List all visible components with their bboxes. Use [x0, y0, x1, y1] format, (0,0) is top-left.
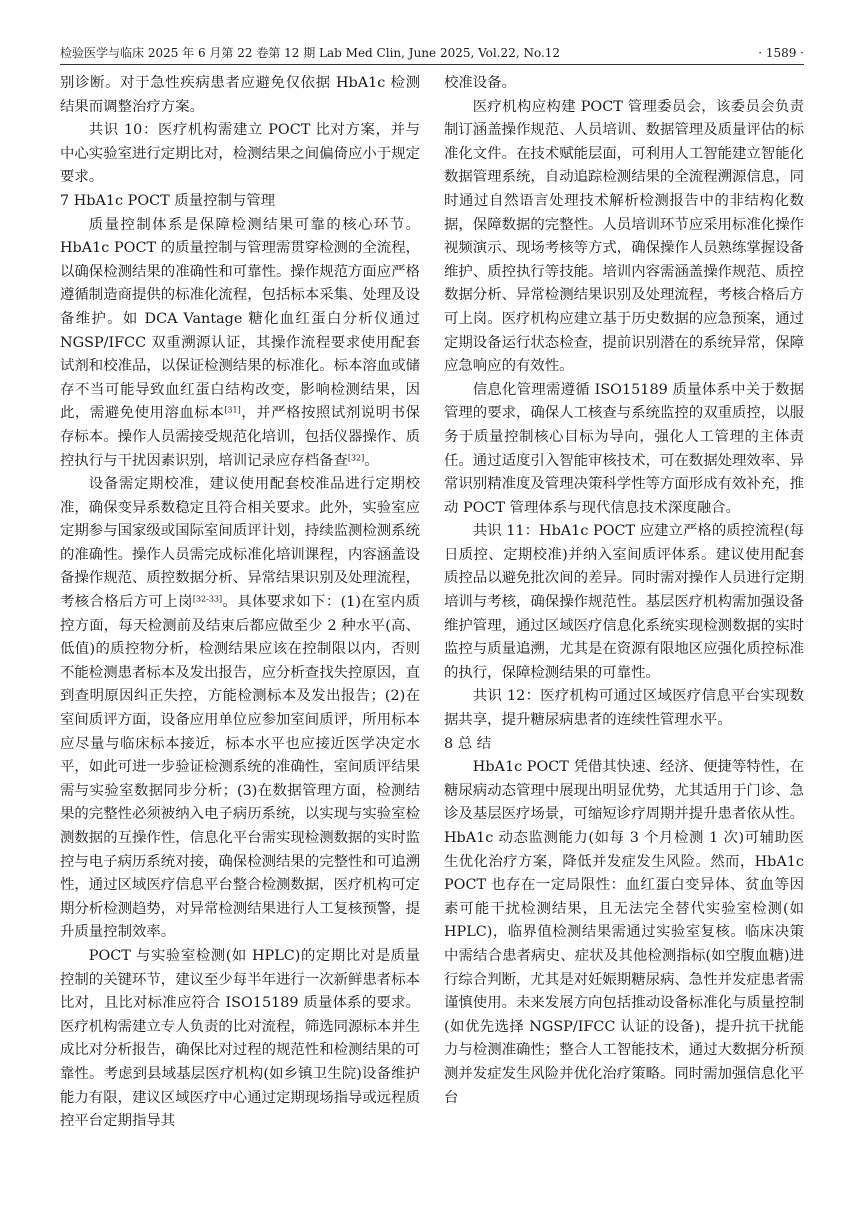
- consensus-10: 共识 10：医疗机构需建立 POCT 比对方案，并与中心实验室进行定期比对，检测结果之间偏倚应小于规定要求。: [60, 122, 420, 186]
- paragraph: HbA1c POCT 凭借其快速、经济、便捷等特性，在糖尿病动态管理中展现出明显优势，尤其适用于门诊、急诊及基层医疗场景，可缩短诊疗周期并提升患者依从性。HbA1c 动态监测能力(如每 3 个月检测 1 次)可辅助医生优化治疗方案，降低并发症发生风险。然而，HbA1c POCT 也存在一定局限性：血红蛋白变异体、贫血等因素可能干扰检测结果，且无法完全替代实验室检测(如 HPLC)，临界值检测结果需通过实验室复核。临床决策中需结合患者病史、症状及其他检测指标(如空腹血糖)进行综合判断，尤其是对妊娠期糖尿病、急性并发症患者需谨慎使用。未来发展方向包括推动设备标准化与质量控制(如优先选择 NGSP/IFCC 认证的设备)，提升抗干扰能力与检测准确性；整合人工智能技术，通过大数据分析预测并发症发生风险并优化治疗策略。同时需加强信息化平台: [444, 759, 804, 1106]
- header-rule: [60, 64, 804, 65]
- citation-ref: [31]: [224, 405, 241, 415]
- citation-ref: [32]: [347, 453, 365, 463]
- paragraph: 校准设备。: [444, 75, 516, 91]
- paragraph: [60, 473, 420, 945]
- paragraph: [60, 214, 420, 474]
- consensus-12: 共识 12：医疗机构可通过区域医疗信息平台实现数据共享，提升糖尿病患者的连续性管理水平。: [444, 688, 804, 729]
- citation-ref: [32-33]: [192, 594, 223, 604]
- running-header: [60, 44, 804, 62]
- paragraph: 别诊断。对于急性疾病患者应避免仅依据 HbA1c 检测结果而调整治疗方案。: [60, 75, 420, 115]
- left-column: [60, 72, 420, 1192]
- journal-citation: 检验医学与临床 2025 年 6 月第 22 卷第 12 期 Lab Med Clin, June 2025, Vol.22, No.12: [60, 46, 561, 60]
- text-run: 。: [364, 452, 379, 469]
- paragraph: 医疗机构应构建 POCT 管理委员会，该委员会负责制订涵盖操作规范、人员培训、数据管理及质量评估的标准化文件。在技术赋能层面，可利用人工智能建立智能化数据管理系统，自动追踪检测结果的全流程溯源信息，同时通过自然语言处理技术解析检测报告中的非结构化数据，保障数据的完整性。人员培训环节应采用标准化操作视频演示、现场考核等方式，确保操作人员熟练掌握设备维护、质控执行等技能。培训内容需涵盖操作规范、质控数据分析、异常检测结果识别及处理流程，考核合格后方可上岗。医疗机构应建立基于历史数据的应急预案，通过定期设备运行状态检查，提前识别潜在的系统异常，保障应急响应的有效性。: [444, 98, 804, 375]
- text-run: 设备需定期校准，建议使用配套校准品进行定期校准，确保变异系数稳定且符合相关要求。此外，实验室应定期参与国家级或国际室间质评计划，持续监测检测系统的准确性。操作人员需完成标准化培训课程，内容涵盖设备操作规范、质控数据分析、异常结果识别及处理流程，考核合格后方可上岗: [60, 476, 420, 611]
- paragraph: 信息化管理需遵循 ISO15189 质量体系中关于数据管理的要求，确保人工核查与系统监控的双重质控，以服务于质量控制核心目标为导向，强化人工管理的主体责任。通过适度引入智能审核技术，可在数据处理效率、异常识别精准度及管理决策科学性等方面形成有效补充，推动 POCT 管理体系与现代信息技术深度融合。: [444, 381, 804, 516]
- right-column: [444, 72, 804, 1192]
- text-run: 质量控制体系是保障检测结果可靠的核心环节。HbA1c POCT 的质量控制与管理需贯穿检测的全流程，以确保检测结果的准确性和可靠性。操作规范方面应严格遵循制造商提供的标准化流程，包括标本采集、处理及设备维护。如 DCA Vantage 糖化血红蛋白分析仪通过 NGSP/IFCC 双重溯源认证，其操作流程要求使用配套试剂和校准品，以保证检测结果的标准化。标本溶血或储存不当可能导致血红蛋白结构改变，影响检测结果，因此，需避免使用溶血标本: [60, 216, 420, 422]
- text-run: 。具体要求如下：(1)在室内质控方面，每天检测前及结束后都应做至少 2 种水平(高、低值)的质控物分析，检测结果应该在控制限以内，否则不能检测患者标本及发出报告，应分析查找失控原因，直到查明原因纠正失控，方能检测标本及发出报告；(2)在室间质评方面，设备应用单位应参加室间质评，所用标本应尽量与临床标本接近，标本水平也应接近医学决定水平，如此可进一步验证检测系统的准确性，室间质评结果需与实验室数据同步分析；(3)在数据管理方面，检测结果的完整性必须被纳入电子病历系统，以实现与实验室检测数据的互操作性，信息化平台需实现检测数据的实时监控与电子病历系统对接，确保检测结果的完整性和可追溯性，通过区域医疗信息平台整合检测数据，医疗机构可定期分析检测趋势，对异常检测结果进行人工复核预警，提升质量控制效率。: [60, 594, 420, 941]
- section-heading-7: 7 HbA1c POCT 质量控制与管理: [60, 192, 276, 209]
- page-number: · 1589 ·: [758, 46, 804, 60]
- paragraph: POCT 与实验室检测(如 HPLC)的定期比对是质量控制的关键环节，建议至少每半年进行一次新鲜患者标本比对，且比对标准应符合 ISO15189 质量体系的要求。医疗机构需建立专人负责的比对流程，筛选同源标本并生成比对分析报告，确保比对过程的规范性和检测结果的可靠性。考虑到县域基层医疗机构(如乡镇卫生院)设备维护能力有限，建议区域医疗中心通过定期现场指导或远程质控平台定期指导其: [60, 947, 420, 1130]
- consensus-11: 共识 11：HbA1c POCT 应建立严格的质控流程(每日质控、定期校准)并纳入室间质评体系。建议使用配套质控品以避免批次间的差异。同时需对操作人员进行定期培训与考核，确保操作规范性。基层医疗机构需加强设备维护管理，通过区域医疗信息化系统实现检测数据的实时监控与质量追溯，尤其是在资源有限地区应强化质控标准的执行，保障检测结果的可靠性。: [444, 523, 804, 681]
- section-heading-8: 8 总 结: [444, 735, 492, 752]
- text-run: ，并严格按照试剂说明书保存标本。操作人员需接受规范化培训，包括仪器操作、质控执行与干扰因素识别，培训记录应存档备查: [60, 405, 420, 469]
